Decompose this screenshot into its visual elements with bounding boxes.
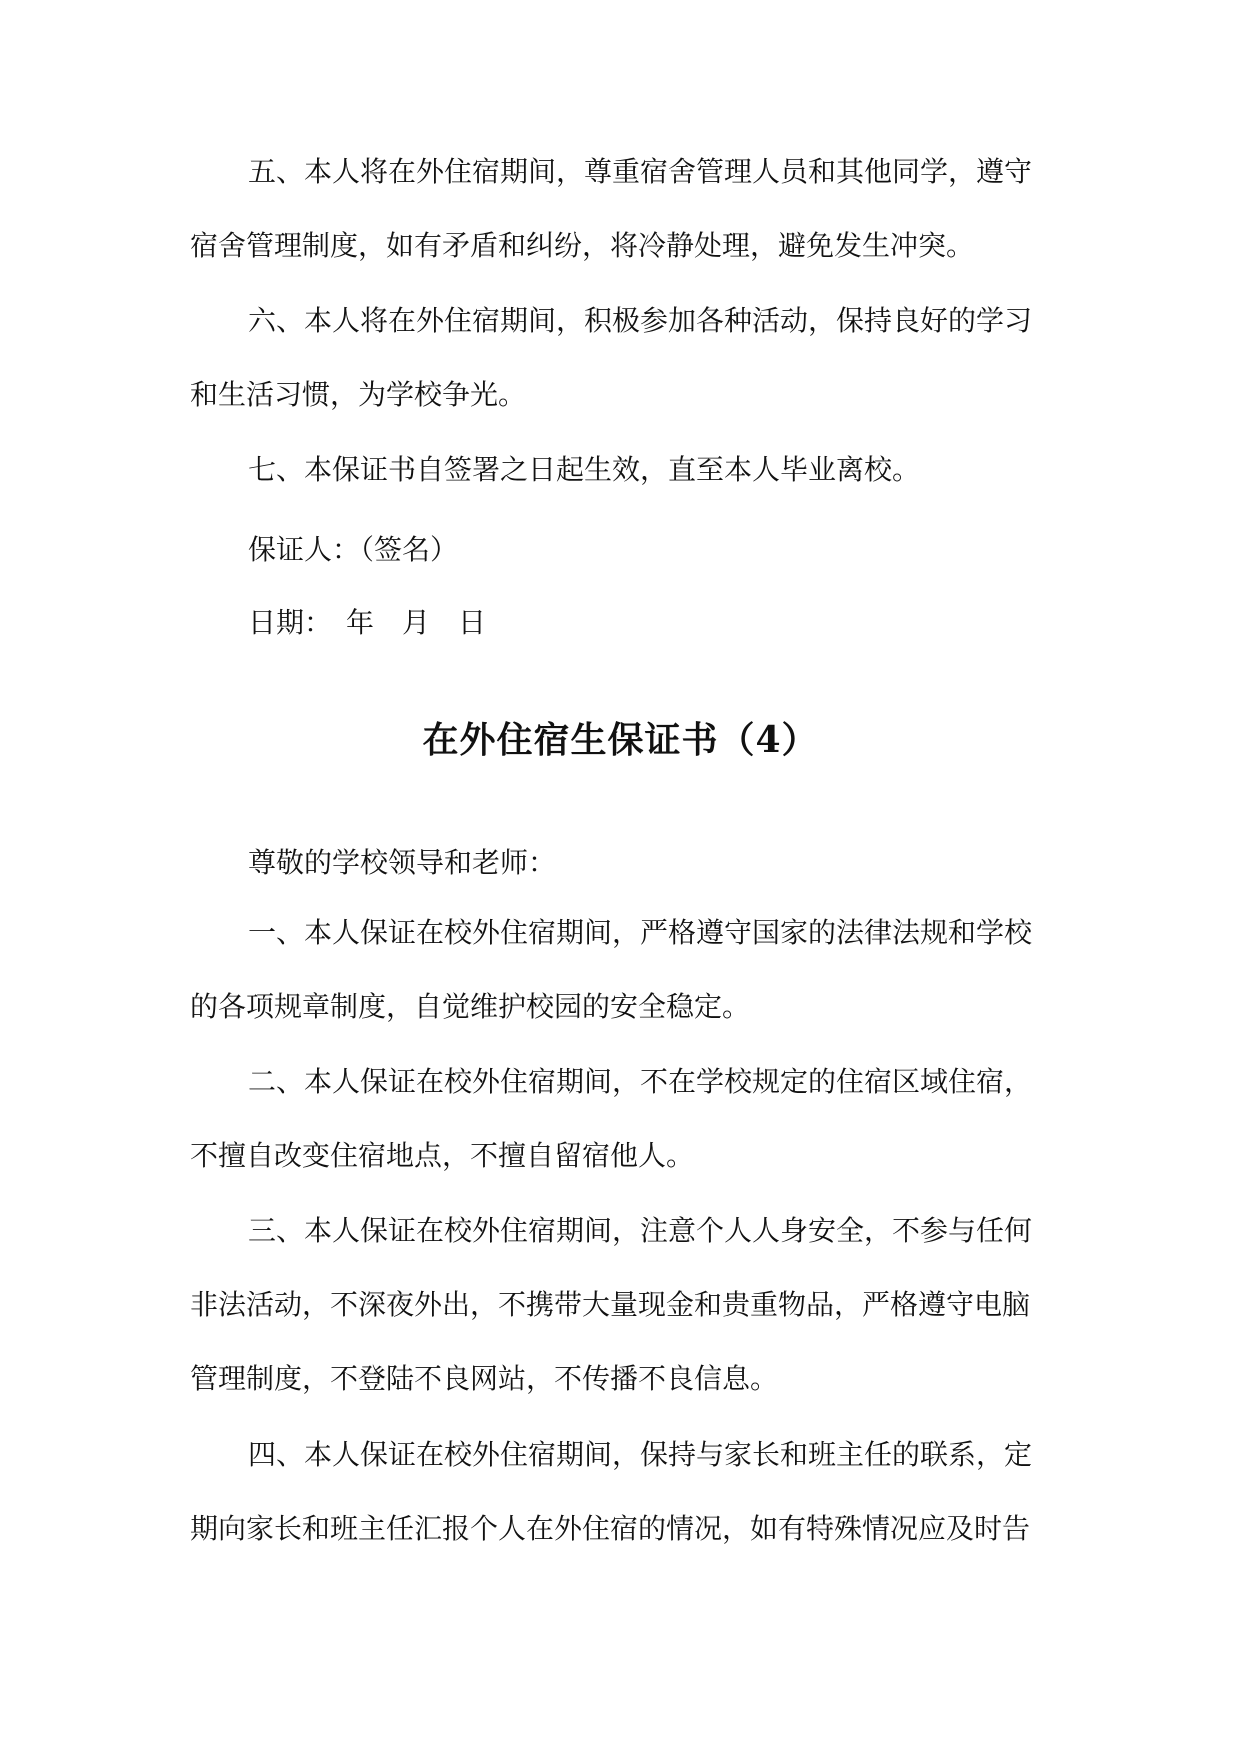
signature-line: 保证人：（签名） xyxy=(248,533,459,566)
paragraph-two: 二、本人保证在校外住宿期间，不在学校规定的住宿区域住宿，不擅自改变住宿地点，不擅自留宿他人。 xyxy=(190,1065,1033,1172)
paragraph-seven: 七、本保证书自签署之日起生效，直至本人毕业离校。 xyxy=(248,453,921,486)
document-title: 在外住宿生保证书（4） xyxy=(422,719,819,761)
paragraph-three: 三、本人保证在校外住宿期间，注意个人人身安全，不参与任何非法活动，不深夜外出，不携带大量现金和贵重物品，严格遵守电脑管理制度，不登陆不良网站，不传播不良信息。 xyxy=(190,1214,1033,1395)
paragraph-six: 六、本人将在外住宿期间，积极参加各种活动，保持良好的学习和生活习惯，为学校争光。 xyxy=(190,304,1033,411)
paragraph-four: 四、本人保证在校外住宿期间，保持与家长和班主任的联系，定期向家长和班主任汇报个人在外住宿的情况，如有特殊情况应及时告 xyxy=(190,1438,1033,1545)
salutation: 尊敬的学校领导和老师： xyxy=(248,846,557,879)
paragraph-five: 五、本人将在外住宿期间，尊重宿舍管理人员和其他同学，遵守宿舍管理制度，如有矛盾和纠纷，将冷静处理，避免发生冲突。 xyxy=(190,155,1033,262)
date-line: 日期： 年 月 日 xyxy=(248,606,487,639)
paragraph-one: 一、本人保证在校外住宿期间，严格遵守国家的法律法规和学校的各项规章制度，自觉维护校园的安全稳定。 xyxy=(190,916,1033,1023)
